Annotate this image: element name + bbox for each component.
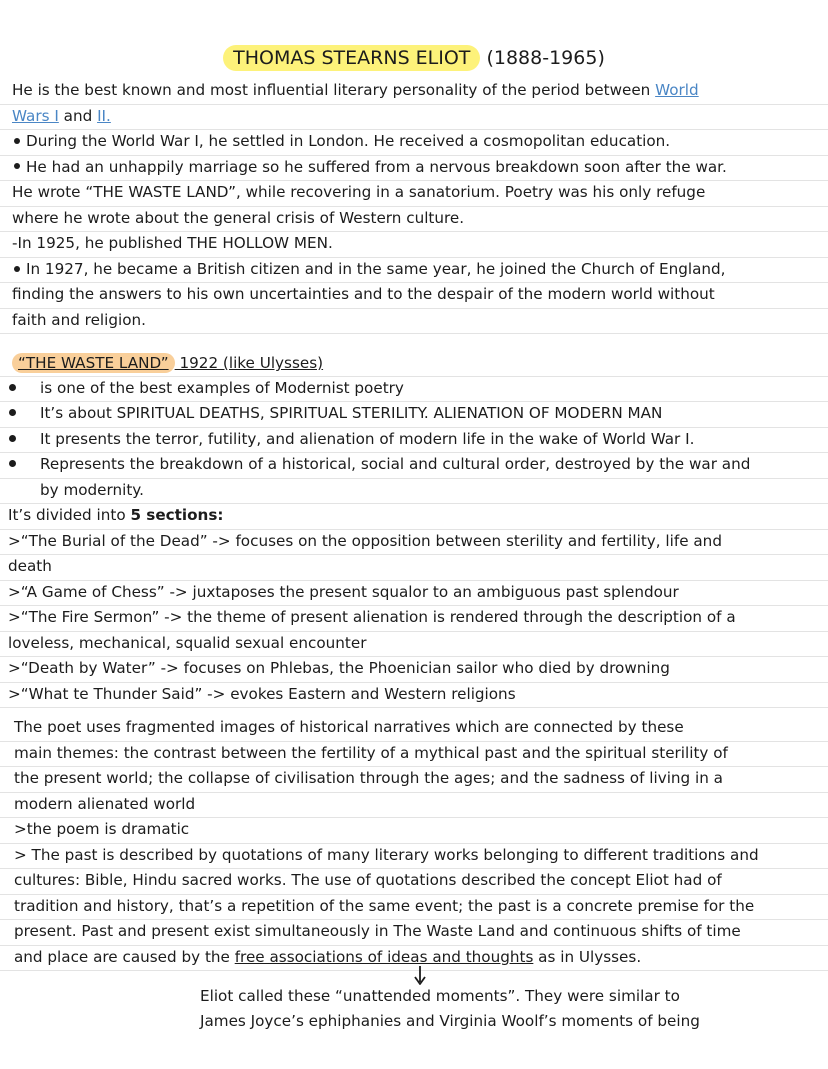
bullet-dot [14, 266, 20, 272]
free-associations-underlined: free associations of ideas and thoughts [234, 948, 534, 966]
intro-line-10: faith and religion. [12, 311, 146, 329]
section-1-cont: death [8, 557, 52, 575]
bullet-dot [9, 384, 16, 391]
intro-line-4: He had an unhappily marriage so he suffered from a nervous breakdown soon after the war. [26, 158, 727, 176]
waste-land-bullet-4-cont: by modernity. [40, 481, 144, 499]
analysis-line-9: present. Past and present exist simultaneously in The Waste Land and continuous shifts of time [14, 922, 741, 940]
analysis-line-1: The poet uses fragmented images of historical narratives which are connected by these [14, 718, 684, 736]
page-title [0, 44, 828, 72]
sections-heading: It’s divided into 5 sections: [8, 506, 224, 524]
section-2: >“A Game of Chess” -> juxtaposes the present squalor to an ambiguous past splendour [8, 583, 679, 601]
waste-land-bullet-3: It presents the terror, futility, and alienation of modern life in the wake of World War I. [40, 430, 695, 448]
waste-land-heading: “THE WASTE LAND” 1922 (like Ulysses) [18, 353, 323, 373]
waste-land-bullet-2: It’s about SPIRITUAL DEATHS, SPIRITUAL STERILITY. ALIENATION OF MODERN MAN [40, 404, 663, 422]
analysis-line-6: > The past is described by quotations of many literary works belonging to different traditions and [14, 846, 759, 864]
waste-land-bullet-1: is one of the best examples of Modernist poetry [40, 379, 404, 397]
analysis-line-10: and place are caused by the free associations of ideas and thoughts as in Ulysses. [14, 948, 642, 966]
waste-land-title: “THE WASTE LAND” [12, 353, 175, 373]
link-world-wars[interactable]: World [655, 81, 699, 99]
analysis-line-2: main themes: the contrast between the fertility of a mythical past and the spiritual sterility of [14, 744, 728, 762]
waste-land-bullet-4: Represents the breakdown of a historical, social and cultural order, destroyed by the war and [40, 455, 751, 473]
bullet-dot [9, 460, 16, 467]
intro-line-7: -In 1925, he published THE HOLLOW MEN. [12, 234, 333, 252]
intro-line-9: finding the answers to his own uncertainties and to the despair of the modern world without [12, 285, 715, 303]
intro-line-6: where he wrote about the general crisis of Western culture. [12, 209, 465, 227]
intro-line-2: Wars I and II. [12, 107, 111, 125]
analysis-line-4: modern alienated world [14, 795, 196, 813]
link-wars-i[interactable]: Wars I [12, 107, 59, 125]
section-1: >“The Burial of the Dead” -> focuses on the opposition between sterility and fertility, life and [8, 532, 722, 550]
section-3-cont: loveless, mechanical, squalid sexual encounter [8, 634, 367, 652]
bullet-dot [14, 138, 20, 144]
note-line-1: Eliot called these “unattended moments”. They were similar to [200, 987, 680, 1005]
link-ii[interactable]: II. [97, 107, 111, 125]
intro-line-5: He wrote “THE WASTE LAND”, while recovering in a sanatorium. Poetry was his only refuge [12, 183, 706, 201]
intro-line-3: During the World War I, he settled in London. He received a cosmopolitan education. [26, 132, 671, 150]
intro-line-8: In 1927, he became a British citizen and in the same year, he joined the Church of England, [26, 260, 726, 278]
arrow-down-icon [412, 966, 428, 986]
intro-line-1: He is the best known and most influential literary personality of the period between World [12, 81, 699, 99]
section-4: >“Death by Water” -> focuses on Phlebas, the Phoenician sailor who died by drowning [8, 659, 670, 677]
analysis-line-5: >the poem is dramatic [14, 820, 190, 838]
section-5: >“What te Thunder Said” -> evokes Eastern and Western religions [8, 685, 516, 703]
bullet-dot [9, 435, 16, 442]
note-line-2: James Joyce’s ephiphanies and Virginia Woolf’s moments of being [200, 1012, 700, 1030]
analysis-line-3: the present world; the collapse of civilisation through the ages; and the sadness of living in a [14, 769, 723, 787]
analysis-line-7: cultures: Bible, Hindu sacred works. The use of quotations described the concept Eliot had of [14, 871, 722, 889]
bullet-dot [9, 409, 16, 416]
analysis-line-8: tradition and history, that’s a repetition of the same event; the past is a concrete premise for the [14, 897, 755, 915]
section-3: >“The Fire Sermon” -> the theme of present alienation is rendered through the description of a [8, 608, 736, 626]
title-years: (1888-1965) [486, 47, 605, 69]
title-name: THOMAS STEARNS ELIOT [223, 45, 480, 71]
bullet-dot [14, 163, 20, 169]
